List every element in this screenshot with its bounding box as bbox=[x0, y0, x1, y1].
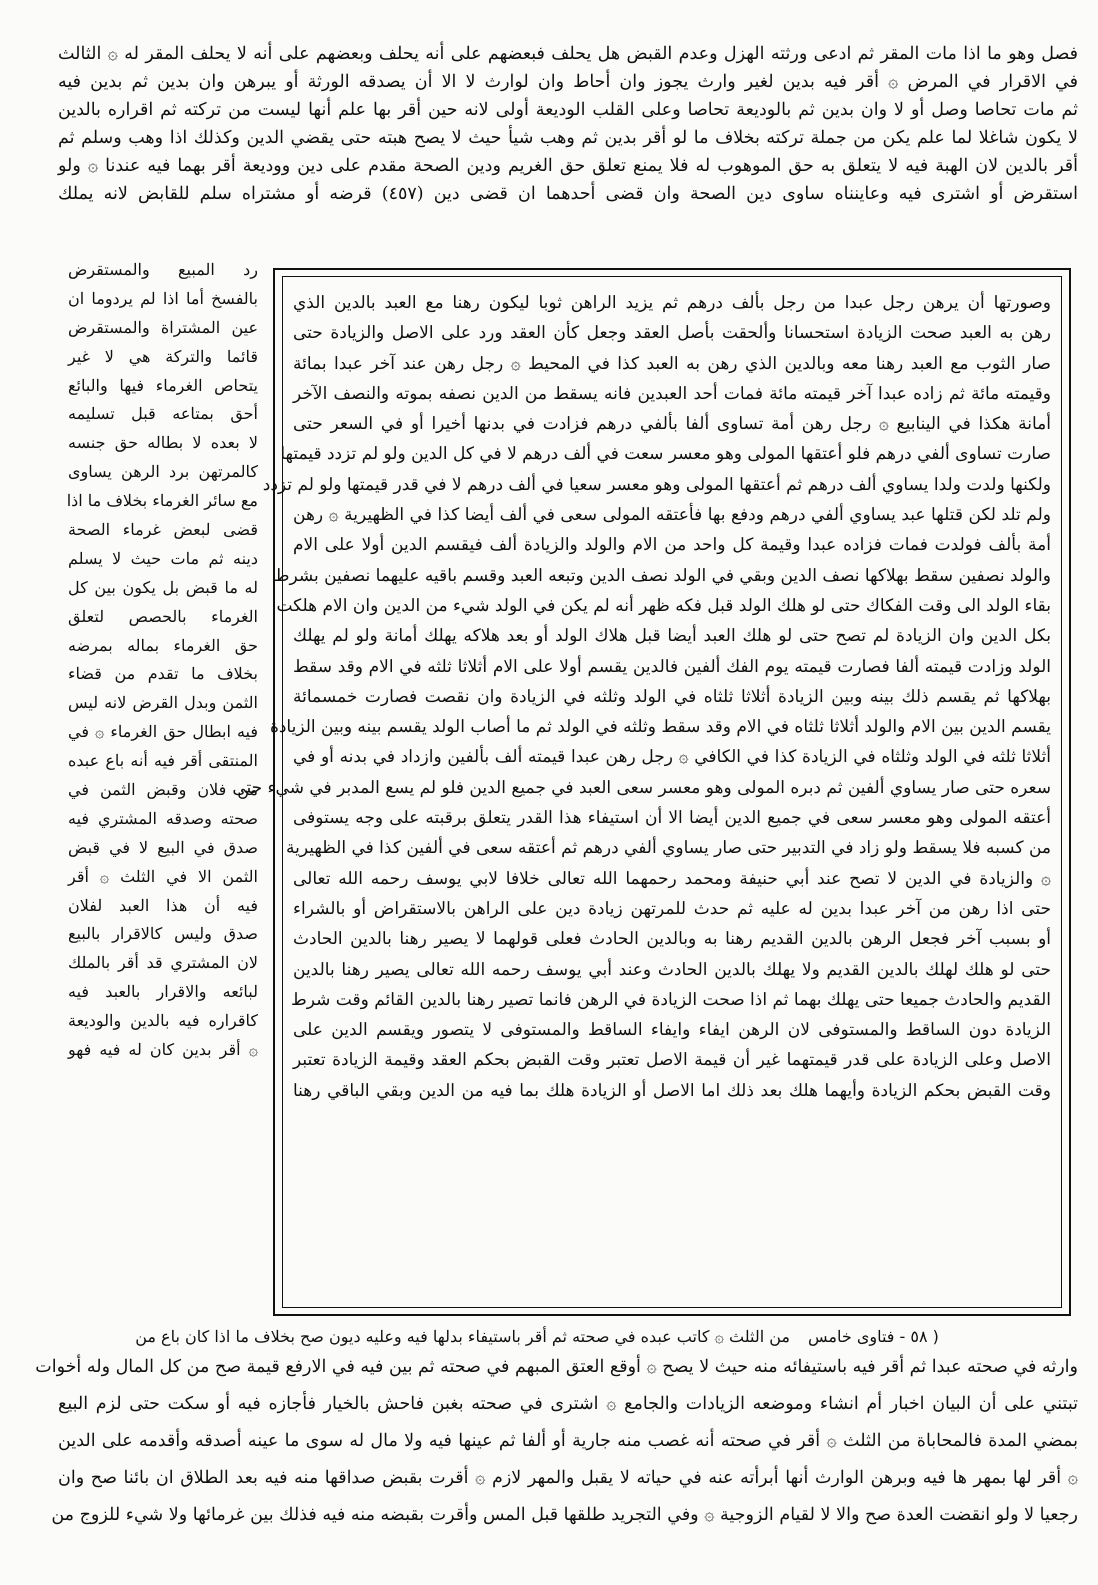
box-line: ولم تلد لكن قتلها عبد يساوي ألفي درهم ودفع بها فأعتقه المولى سعى في ألف أيضا كذا في الظهيرية ۞ رهن bbox=[293, 505, 1051, 526]
page-number: ( ٥٨ - bbox=[899, 1327, 939, 1346]
signature-mark bbox=[808, 1327, 943, 1346]
side-line: لا بعده لا بطاله حق جنسه bbox=[68, 433, 258, 453]
box-line: الاصل وعلى الزيادة على قدر قيمتهما غير أن قيمة الاصل تعتبر وقت القبض بحكم العقد وقيمة الزيادة تعتبر bbox=[293, 1050, 1051, 1071]
side-line: الثمن الا في الثلث ۞ أقر bbox=[68, 866, 258, 886]
box-line: وصورتها أن يرهن رجل عبدا من رجل بألف درهم ثم يزيد الراهن ثوبا ليكون رهنا مع العبد بالدين الذي bbox=[293, 293, 1051, 313]
box-line: حتى اذا رهن من آخر عبدا بدين له عليه ثم حدث للمرتهن زيادة دين على الراهن بالاستقراض أو بالشراء bbox=[293, 898, 1051, 919]
text-line: وارثه في صحته عبدا ثم أقر فيه باستيفائه منه حيث لا يصح ۞ أوقع العتق المبهم في صحته ثم بين فيه في الارفع قيمة صح من كل المال وله أخوات bbox=[35, 1357, 1078, 1377]
side-line: الغرماء بالحصص لتعلق bbox=[68, 606, 258, 626]
box-line: رهن به العبد صحت الزيادة استحسانا وألحقت بأصل العقد وجعل كأن العقد ورد على الاصل والزيادة حتى bbox=[293, 323, 1051, 344]
box-line: من كسبه فلا يسقط ولو زاد في التدبير حتى صار يساوي ألفي درهم ثم أعتقه سعى في ألفين كذا في الظهيرية bbox=[286, 838, 1051, 859]
box-line: أمة بألف فولدت فمات فزاده عبدا وقيمة كل واحد من الام والولد والزيادة ألف فيقسم الدين أولا على الام bbox=[293, 535, 1051, 556]
text-line: ۞ أقر لها بمهر ها فيه وبرهن الوارث أنها أبرأته عنه في حياته لا يقبل والمهر لازم ۞ أقرت بقبض صداقها منه فيه بعد الطلاق ان بائنا صح وان bbox=[58, 1468, 1078, 1488]
side-line: عين المشتراة والمستقرض bbox=[68, 317, 258, 337]
side-line: فيه أن هذا العبد لفلان bbox=[68, 895, 258, 915]
boxed-commentary bbox=[232, 268, 1071, 1316]
text-line: أقر بالدين لان الهبة فيه لا يتعلق به حق الموهوب له فلا يمنع تعلق حق الغريم ودين الصحة مقدم على دين ووديعة أقر بهما فيه عندنا ۞ ولو bbox=[58, 156, 1078, 176]
box-line: الولد وزادت قيمته ألفا فصارت قيمته يوم الفك ألفين فالدين يقسم أولا على الام أثلاثا ثلثه في الام وقد سقط bbox=[293, 656, 1051, 677]
side-line: لان المشتري قد أقر بالملك bbox=[68, 953, 258, 973]
text-line: في الاقرار في المرض ۞ أقر فيه بدين لغير وارث يجوز وان أحاط وان لوارث لا الا أن يصدقه الورثة أو يبرهن وان بدين ثم بدين فيه bbox=[58, 72, 1078, 92]
box-line: وقت القبض بحكم الزيادة وأيهما هلك بعد ذلك اما الاصل أو الزيادة هلك بما فيه من الدين وبقي الباقي رهنا bbox=[293, 1080, 1051, 1101]
side-line: صحته وصدقه المشتري فيه bbox=[68, 808, 258, 828]
boxed-commentary-inner bbox=[232, 276, 1062, 1308]
box-line: بهلاكها ثم يقسم ذلك بينه وبين الزيادة أثلاثا ثلثاه في الولد وثلثه في الزيادة وان نقصت فصارت خمسمائة bbox=[293, 686, 1051, 707]
box-line: القديم والحادث جميعا حتى يهلك بهما ثم اذا صحت الزيادة في الرهن فانما تصير رهنا بالدين القائم وقت شرط bbox=[291, 989, 1051, 1010]
box-line: صار الثوب مع العبد رهنا معه وبالدين الذي رهن به العبد كذا في المحيط ۞ رجل رهن عند آخر عبدا بمائة bbox=[293, 353, 1051, 374]
text-line: لا يكون شاغلا لما علم يكن من جملة تركته بخلاف ما لو أقر بدين ثم وهب شيأ حيث لا يصح هبته حتى يقضي الدين وكذلك اذا وهب وسلم ثم bbox=[58, 128, 1078, 148]
side-line: بخلاف ما تقدم من قضاء bbox=[68, 664, 258, 684]
side-line: دينه ثم مات حيث لا يسلم bbox=[68, 548, 258, 568]
text-line: ثم مات تحاصا وصل أو لا وان بدين ثم بالوديعة تحاصا وعلى القلب الوديعة أولى لانه حين أقر بها علم أنها ليست من تركته ثم اقراره بالدين bbox=[58, 100, 1078, 120]
side-line: حق الغرماء بماله بمرضه bbox=[68, 635, 258, 655]
side-line: بالفسخ أما اذا لم يردوما ان bbox=[68, 288, 258, 308]
side-line: المنتقى أقر فيه أنه باع عبده bbox=[68, 751, 258, 771]
side-line: له ما قبض بل يكون بين كل bbox=[68, 577, 258, 597]
box-line: أمانة هكذا في الينابيع ۞ رجل رهن أمة تساوى ألفا بألفي درهم فزادت في بدنها أخيرا أو في السعر حتى bbox=[293, 414, 1052, 435]
side-line: أحق بمتاعه قبل تسليمه bbox=[68, 404, 258, 424]
box-line: ولكنها ولدت ولدا يساوي ألف درهم ثم أعتقها المولى وهو معسر سعيا في ألف درهم لا في قدر قيمتها ولو لم تزدد bbox=[262, 474, 1051, 495]
side-line: كاقراره فيه بالدين والوديعة bbox=[68, 1011, 258, 1031]
text-line: رجعيا لا ولو انقضت العدة صح والا لا لقيام الزوجية ۞ وفي التجريد طلقها قبل المس وأقرت بقبضه منه فيه فذلك بين غرمائها ولا شيء للزوج من bbox=[51, 1505, 1078, 1525]
text-line: استقرض أو اشترى فيه وعاينناه ساوى دين الصحة وان قضى أحدهما ان قضى دين (٤٥٧) قرضه أو مشتراه سلم للقابض لانه يملك bbox=[58, 184, 1078, 204]
side-line: من فلان وقبض الثمن في bbox=[68, 780, 258, 800]
side-line: قائما والتركة هي لا غير bbox=[68, 346, 258, 366]
text-line: بمضي المدة فالمحاباة من الثلث ۞ أقر في صحته أنه غصب منه جارية أو ألفا ثم عينها فيه ولا مال له سوى ما عينه أصدقه وأقدمه على الدين bbox=[58, 1431, 1078, 1451]
box-line: أو بسبب آخر فجعل الرهن بالدين القديم رهنا به وبالدين الحادث فعلى قولهما لا يصير رهنا بالدين الحادث bbox=[293, 929, 1051, 950]
box-line: حتى لو هلك لهلك بالدين القديم ولا يهلك بالدين الحادث وعند أبي يوسف رحمه الله تعالى يصير رهنا بالدين bbox=[293, 959, 1051, 980]
top-text-block bbox=[58, 42, 1078, 210]
box-line: ۞ والزيادة في الدين لا تصح عند أبي حنيفة ومحمد رحمهما الله تعالى خلافا لابي يوسف رحمه الله تعالى bbox=[293, 868, 1051, 889]
continuation-line bbox=[135, 1325, 790, 1353]
box-line: أعتقه المولى وهو معسر سعى في جميع الدين أيضا الا أن استيفاء هذا القدر يتعلق برقبته على وجه يستوفى bbox=[293, 808, 1051, 829]
side-line: فيه ابطال حق الغرماء ۞ في bbox=[68, 722, 258, 742]
side-line: يتحاص الغرماء فيها والبائع bbox=[68, 375, 258, 395]
box-line: يقسم الدين بين الام والولد أثلاثا ثلثاه في الام وقد سقط وثلثه في الولد ثم ما أصاب الولد يقسم بينه وبين الزيادة bbox=[269, 717, 1051, 738]
side-column bbox=[68, 258, 258, 1067]
box-line: أثلاثا ثلثه في الولد وثلثاه في الزيادة كذا في الكافي ۞ رجل رهن عبدا قيمته ألف بألفين وازداد في بدنه أو في bbox=[293, 747, 1051, 768]
side-line: قضى لبعض غرماء الصحة bbox=[68, 520, 258, 540]
side-line: الثمن وبدل القرض لانه ليس bbox=[68, 693, 258, 713]
side-line: صدق وليس كالاقرار بالبيع bbox=[68, 924, 258, 944]
side-line: صدق في البيع لا في قبض bbox=[68, 837, 258, 857]
side-line: رد المبيع والمستقرض bbox=[68, 260, 258, 279]
side-line: ۞ أقر بدين كان له فيه فهو bbox=[68, 1040, 258, 1060]
text-line: فصل وهو ما اذا مات المقر ثم ادعى ورثته الهزل وعدم القبض هل يحلف فبعضهم على أنه يحلف وبعضهم على أنه لا يحلف المقر له ۞ الثالث bbox=[58, 44, 1078, 64]
text-line: تبتني على أن البيان اخبار أم انشاء وموضعه الزيادات والجامع ۞ اشترى في صحته بغبن فاحش بالخيار فأجازه فيه أو سكت حتى لزم البيع bbox=[58, 1394, 1078, 1414]
bottom-text-block bbox=[35, 1355, 1078, 1540]
box-line: بقاء الولد الى وقت الفكاك حتى لو هلك الولد قبل فكه ظهر أنه لم يكن في الولد شيء من الدين وان الام هلكت bbox=[276, 595, 1051, 616]
side-line: كالمرتهن برد الرهن يساوى bbox=[68, 462, 258, 482]
box-line: بكل الدين وان الزيادة لم تصح حتى لو هلك العبد أيضا قبل هلاك الولد أو بعد هلاكه يهلك أمانة ولو لم يهلك bbox=[293, 626, 1051, 647]
box-line: سعره حتى صار يساوي ألفين ثم دبره المولى وهو معسر سعى العبد في جميع الدين فلو لم يسع المدبر في شيء حتى bbox=[232, 777, 1051, 798]
side-line: لبائعه والاقرار بالعبد فيه bbox=[68, 982, 258, 1002]
box-line: الزيادة دون الساقط والمستوفى لان الرهن ايفاء وايفاء الساقط والمستوفى لا يتصور ويقسم الدين على bbox=[293, 1020, 1051, 1041]
box-line: صارت تساوى ألفي درهم فلو أعتقها المولى وهو معسر سعت في ألف درهم لا في كل الدين ولو لم تزدد قيمتها bbox=[280, 444, 1051, 465]
box-line: وقيمته مائة ثم زاده عبدا آخر قيمته مائة فمات أحد العبدين فانه يسقط من الدين نصفه بموته والنصف الآخر bbox=[293, 383, 1051, 404]
box-line: والولد نصفين سقط بهلاكها نصف الدين وبقي في الولد نصف الدين وتبعه العبد وقسم باقيه عليهما نصفين بشرط bbox=[273, 565, 1051, 586]
text-line: من الثلث ۞ كاتب عبده في صحته ثم أقر باستيفاء بدلها فيه وعليه ديون صح بخلاف ما اذا كان باع من bbox=[135, 1327, 790, 1346]
side-line: مع سائر الغرماء بخلاف ما اذا bbox=[66, 491, 258, 511]
signature-title: فتاوى خامس bbox=[808, 1327, 895, 1346]
